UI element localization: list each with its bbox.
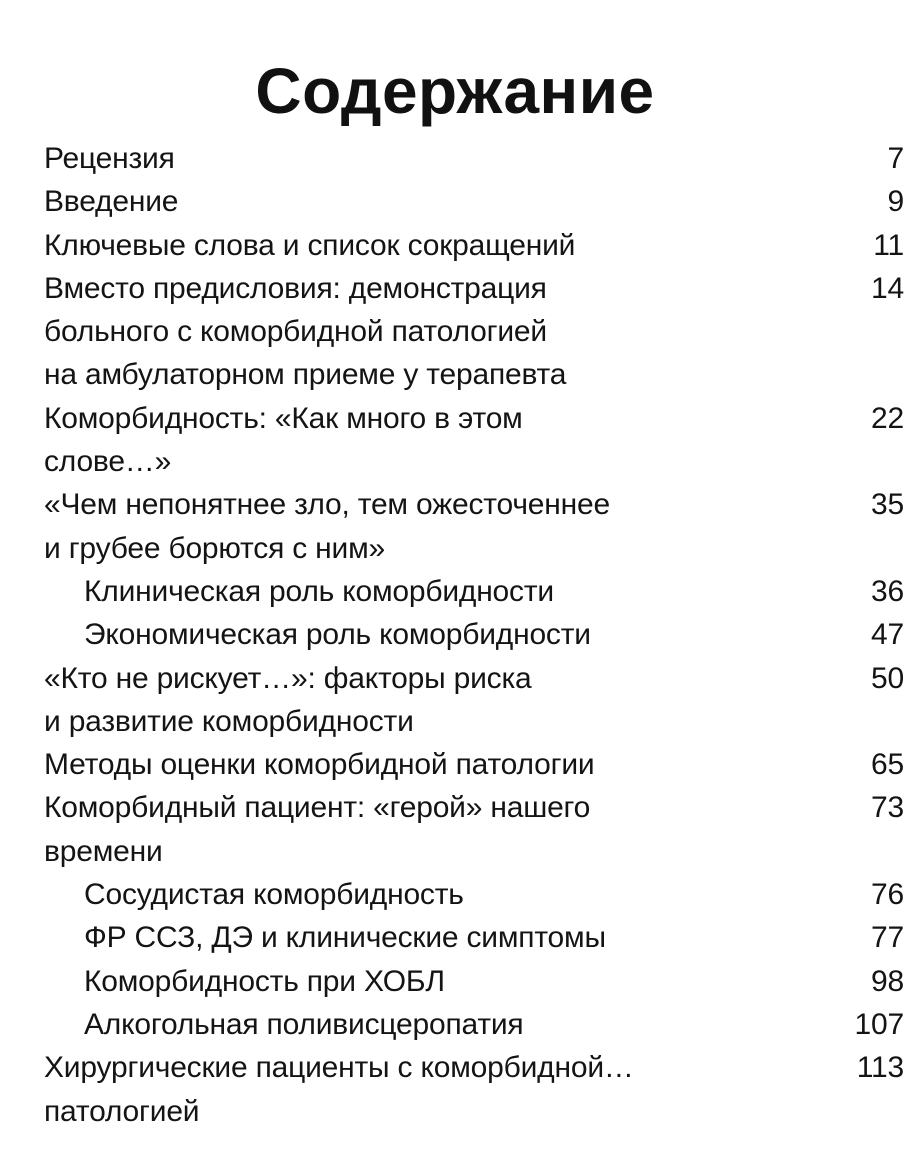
toc-entry-page-number: 77 (871, 921, 904, 955)
page-title: Содержание (255, 54, 655, 127)
toc-entry-title-line: патологией (44, 1094, 200, 1128)
toc-entry (44, 137, 904, 180)
toc-entry (44, 1046, 904, 1133)
toc-entry-page-number: 7 (887, 142, 904, 175)
toc-entry-title-line: больного с коморбидной патологией (44, 315, 547, 349)
toc-entry-title-line: Вместо предисловия: демонстрация (44, 271, 547, 305)
toc-entry-page-number: 107 (854, 1007, 904, 1041)
toc-entry-title-line: Коморбидность: «Как много в этом (44, 401, 523, 435)
toc-entry-title (44, 267, 566, 397)
toc-entry-title (44, 960, 445, 1003)
toc-entry (44, 224, 904, 267)
toc-entry (44, 743, 904, 786)
toc-entry-title (44, 1046, 634, 1133)
toc-entry-title-line: Методы оценки коморбидной патологии (44, 748, 595, 782)
toc-entry-title-line: и развитие коморбидности (44, 704, 414, 738)
toc-entry-page-number: 73 (871, 791, 904, 825)
table-of-contents (44, 137, 904, 1133)
toc-entry-title (44, 873, 464, 916)
toc-entry-title-line: слове…» (44, 445, 172, 479)
toc-entry (44, 267, 904, 397)
toc-entry-page-number: 65 (871, 748, 904, 782)
toc-entry-title-line: «Чем непонятнее зло, тем ожесточеннее (44, 488, 610, 522)
toc-entry (44, 916, 904, 959)
toc-entry-page-number: 22 (871, 401, 904, 435)
toc-entry (44, 180, 904, 223)
toc-entry-title-line: Хирургические пациенты с коморбидной… (44, 1051, 634, 1085)
toc-entry-title-line: времени (44, 834, 163, 868)
toc-entry-title-line: «Кто не рискует…»: факторы риска (44, 661, 532, 695)
toc-entry-title-line: Коморбидный пациент: «герой» нашего (44, 791, 591, 825)
toc-entry-title (44, 483, 610, 570)
toc-entry-title-line: Коморбидность при ХОБЛ (84, 964, 445, 998)
toc-entry-page-number: 9 (887, 185, 904, 219)
toc-entry (44, 657, 904, 744)
toc-entry-page-number: 36 (871, 574, 904, 608)
toc-entry-page-number: 35 (871, 488, 904, 522)
toc-entry-title (44, 1003, 523, 1046)
toc-entry-title-line: Ключевые слова и список сокращений (44, 228, 576, 262)
toc-entry-title-line: и грубее борются с ним» (44, 531, 386, 565)
toc-entry-title (44, 137, 175, 180)
toc-entry (44, 483, 904, 570)
toc-entry-page-number: 98 (871, 964, 904, 998)
toc-entry-title (44, 786, 590, 873)
toc-entry-title-line: Клиническая роль коморбидности (84, 574, 554, 608)
toc-entry-title-line: Рецензия (44, 142, 175, 175)
toc-entry (44, 960, 904, 1003)
toc-entry-title (44, 743, 594, 786)
toc-entry-page-number: 14 (871, 271, 904, 305)
toc-entry-title-line: на амбулаторном приеме у терапевта (44, 358, 567, 392)
toc-entry-title-line: ФР ССЗ, ДЭ и клинические симптомы (84, 921, 606, 955)
toc-entry-title (44, 397, 523, 484)
toc-entry-title (44, 916, 606, 959)
toc-entry-title-line: Введение (44, 185, 179, 219)
toc-entry-page-number: 11 (873, 228, 904, 262)
toc-entry-title-line: Алкогольная поливисцеропатия (84, 1007, 524, 1041)
toc-entry-page-number: 47 (871, 618, 904, 652)
toc-entry-title (44, 657, 532, 744)
toc-entry (44, 1003, 904, 1046)
toc-entry-page-number: 113 (856, 1051, 904, 1085)
toc-entry-title (44, 224, 575, 267)
toc-entry-page-number: 76 (871, 878, 904, 912)
toc-entry-title-line: Экономическая роль коморбидности (84, 618, 591, 652)
toc-entry-title-line: Сосудистая коморбидность (84, 878, 464, 912)
toc-entry (44, 873, 904, 916)
toc-entry-title (44, 180, 178, 223)
toc-entry-page-number: 50 (871, 661, 904, 695)
toc-entry (44, 613, 904, 656)
toc-entry-title (44, 613, 591, 656)
toc-entry-title (44, 570, 554, 613)
toc-entry (44, 397, 904, 484)
toc-entry (44, 570, 904, 613)
toc-entry (44, 786, 904, 873)
